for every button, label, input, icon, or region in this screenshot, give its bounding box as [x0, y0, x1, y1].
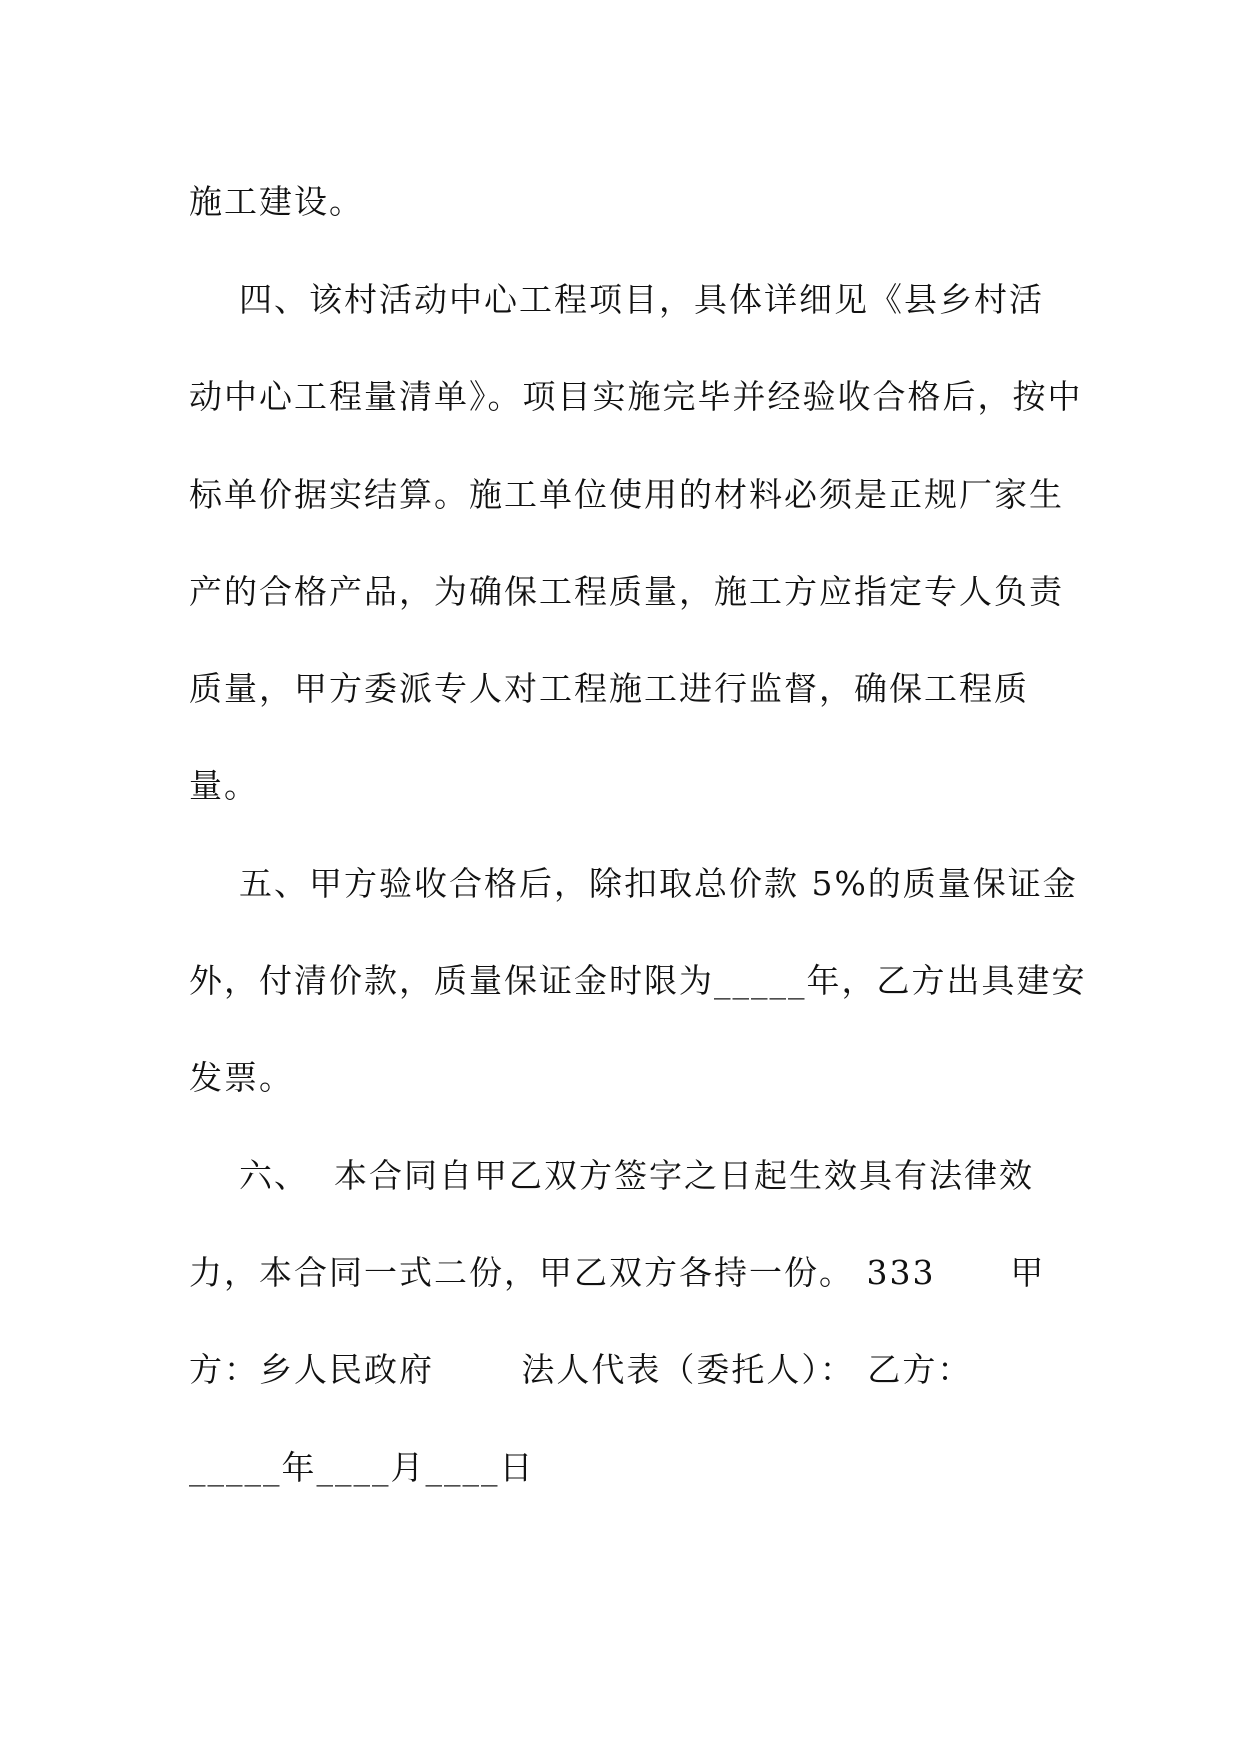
text-line-4: 标单价据实结算。施工单位使用的材料必须是正规厂家生: [189, 475, 1064, 514]
text-line-7: 量。: [189, 766, 259, 805]
text-line-10: 发票。: [189, 1058, 294, 1097]
text-line-5: 产的合格产品，为确保工程质量，施工方应指定专人负责: [189, 572, 1064, 611]
text-line-6: 质量，甲方委派专人对工程施工进行监督，确保工程质: [189, 669, 1029, 708]
text-line-9: 外，付清价款，质量保证金时限为_____年，乙方出具建安: [189, 961, 1087, 1000]
text-line-11: 六、 本合同自甲乙双方签字之日起生效具有法律效: [189, 1156, 1034, 1195]
text-line-14: _____年____月____日: [189, 1448, 535, 1487]
text-line-8: 五、甲方验收合格后，除扣取总价款 5%的质量保证金: [189, 864, 1078, 903]
text-line-3: 动中心工程量清单》。项目实施完毕并经验收合格后，按中: [189, 377, 1083, 416]
text-line-2: 四、该村活动中心工程项目，具体详细见《县乡村活: [189, 280, 1044, 319]
text-line-12: 力，本合同一式二份，甲乙双方各持一份。 333 甲: [189, 1253, 1046, 1292]
text-line-1: 施工建设。: [189, 182, 364, 221]
text-line-13: 方：乡人民政府 法人代表（委托人）： 乙方：: [189, 1350, 973, 1389]
